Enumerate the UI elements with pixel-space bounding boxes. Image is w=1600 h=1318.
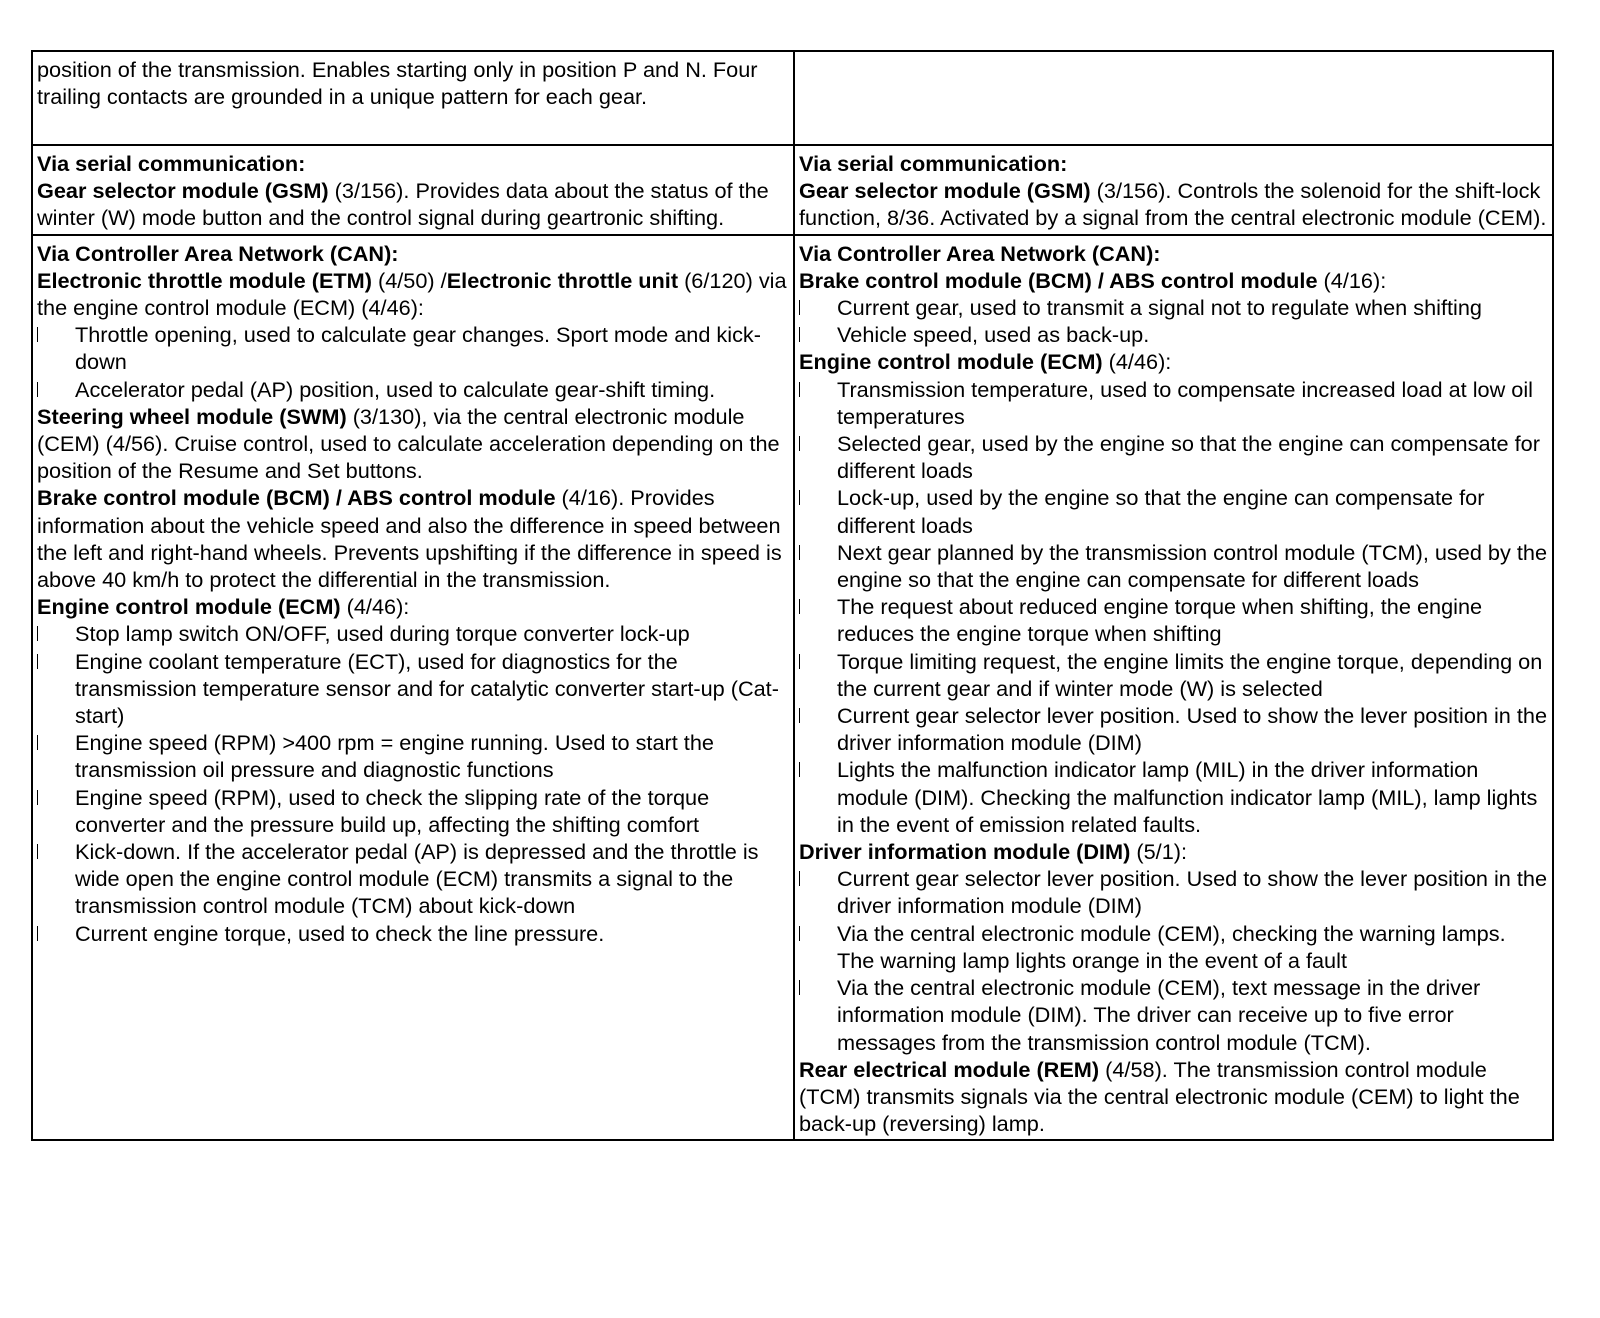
table-row (32, 235, 1553, 1141)
module-name: Gear selector module (GSM) (37, 178, 329, 204)
table-cell (794, 235, 1553, 1141)
list-item: Stop lamp switch ON/OFF, used during torque converter lock-up (37, 620, 789, 647)
paragraph (799, 348, 1548, 375)
paragraph (37, 593, 789, 620)
paragraph (37, 267, 789, 321)
module-name: Electronic throttle unit (446, 267, 679, 293)
list-item: Via the central electronic module (CEM), text message in the driver information module (DIM). The driver can receive up to five error messages from the transmission control module (TCM). (799, 974, 1548, 1056)
paragraph (799, 838, 1548, 865)
signal-table (31, 50, 1554, 1141)
list-item: Vehicle speed, used as back-up. (799, 321, 1548, 348)
list-item: Engine speed (RPM), used to check the slipping rate of the torque converter and the pressure build up, affecting the shifting comfort (37, 784, 789, 838)
list-item: The request about reduced engine torque when shifting, the engine reduces the engine torque when shifting (799, 593, 1548, 647)
paragraph (799, 267, 1548, 294)
module-name: Gear selector module (GSM) (799, 178, 1091, 204)
list-item: Lights the malfunction indicator lamp (MIL) in the driver information module (DIM). Checking the malfunction indicator lamp (MIL), lamp lights in the event of emission related faults. (799, 756, 1548, 838)
empty-cell (794, 51, 1553, 145)
list-item: Throttle opening, used to calculate gear changes. Sport mode and kick-down (37, 321, 789, 375)
bullet-list (799, 294, 1548, 348)
cell-text: position of the transmission. Enables starting only in position P and N. Four trailing contacts are grounded in a unique pattern for each gear. (37, 57, 758, 110)
table-cell (32, 145, 794, 235)
list-item: Engine coolant temperature (ECT), used for diagnostics for the transmission temperature sensor and for catalytic converter start-up (Cat-start) (37, 648, 789, 730)
bullet-list (799, 865, 1548, 1055)
list-item: Accelerator pedal (AP) position, used to calculate gear-shift timing. (37, 376, 789, 403)
table-row (32, 145, 1553, 235)
paragraph (37, 177, 789, 231)
module-name: Electronic throttle module (ETM) (37, 267, 372, 293)
module-text: (6/120) via the engine control module (ECM) (4/46): (37, 267, 787, 321)
module-name: Brake control module (BCM) / ABS control module (799, 267, 1318, 293)
bullet-list (799, 376, 1548, 838)
module-text: (4/50) / (371, 267, 447, 293)
module-name: Engine control module (ECM) (37, 594, 341, 620)
module-name: Engine control module (ECM) (799, 349, 1103, 375)
section-heading: Via serial communication: (799, 151, 1068, 176)
paragraph (799, 177, 1548, 231)
module-name: Steering wheel module (SWM) (37, 403, 347, 429)
list-item: Via the central electronic module (CEM), checking the warning lamps. The warning lamp lights orange in the event of a fault (799, 920, 1548, 974)
module-name: Driver information module (DIM) (799, 839, 1131, 865)
module-text: (3/156). Controls the solenoid for the shift-lock function, 8/36. Activated by a signal from the central electronic module (CEM). (799, 178, 1547, 231)
table-cell (794, 145, 1553, 235)
section-heading: Via serial communication: (37, 151, 306, 176)
list-item: Current gear, used to transmit a signal not to regulate when shifting (799, 294, 1548, 321)
paragraph (37, 484, 789, 593)
module-text: (4/58). The transmission control module (TCM) transmits signals via the central electronic module (CEM) to light the back-up (reversing) lamp. (799, 1056, 1520, 1137)
list-item: Engine speed (RPM) >400 rpm = engine running. Used to start the transmission oil pressure and diagnostic functions (37, 729, 789, 783)
list-item: Current gear selector lever position. Used to show the lever position in the driver information module (DIM) (799, 865, 1548, 919)
list-item: Lock-up, used by the engine so that the engine can compensate for different loads (799, 484, 1548, 538)
module-text: (5/1): (1130, 839, 1188, 865)
list-item: Transmission temperature, used to compensate increased load at low oil temperatures (799, 376, 1548, 430)
paragraph (799, 1056, 1548, 1138)
list-item: Next gear planned by the transmission control module (TCM), used by the engine so that the engine can compensate for different loads (799, 539, 1548, 593)
module-text: (3/130), via the central electronic module (CEM) (4/56). Cruise control, used to calculate acceleration depending on the position of the Resume and Set buttons. (37, 403, 780, 484)
list-item: Kick-down. If the accelerator pedal (AP) is depressed and the throttle is wide open the engine control module (ECM) transmits a signal to the transmission control module (TCM) about kick-down (37, 838, 789, 920)
list-item: Current gear selector lever position. Used to show the lever position in the driver information module (DIM) (799, 702, 1548, 756)
table-cell (32, 51, 794, 145)
list-item: Selected gear, used by the engine so that the engine can compensate for different loads (799, 430, 1548, 484)
module-text: (4/16): (1317, 267, 1387, 293)
module-text: (4/46): (340, 594, 410, 620)
bullet-list (37, 321, 789, 403)
table-cell (32, 235, 794, 1141)
module-name: Brake control module (BCM) / ABS control module (37, 485, 556, 511)
list-item: Current engine torque, used to check the line pressure. (37, 920, 789, 947)
bullet-list (37, 620, 789, 946)
section-heading: Via Controller Area Network (CAN): (799, 240, 1161, 266)
section-heading: Via Controller Area Network (CAN): (37, 240, 399, 266)
module-text: (4/16). Provides information about the vehicle speed and also the difference in speed between the left and right-hand wheels. Prevents upshifting if the difference in speed is above 40 km/h to protect the differential in the transmission. (37, 485, 782, 593)
module-text: (3/156). Provides data about the status of the winter (W) mode button and the control signal during geartronic shifting. (37, 178, 769, 231)
list-item: Torque limiting request, the engine limits the engine torque, depending on the current gear and if winter mode (W) is selected (799, 648, 1548, 702)
module-name: Rear electrical module (REM) (799, 1056, 1100, 1082)
paragraph (37, 403, 789, 485)
table-row (32, 51, 1553, 145)
module-text: (4/46): (1102, 349, 1172, 375)
